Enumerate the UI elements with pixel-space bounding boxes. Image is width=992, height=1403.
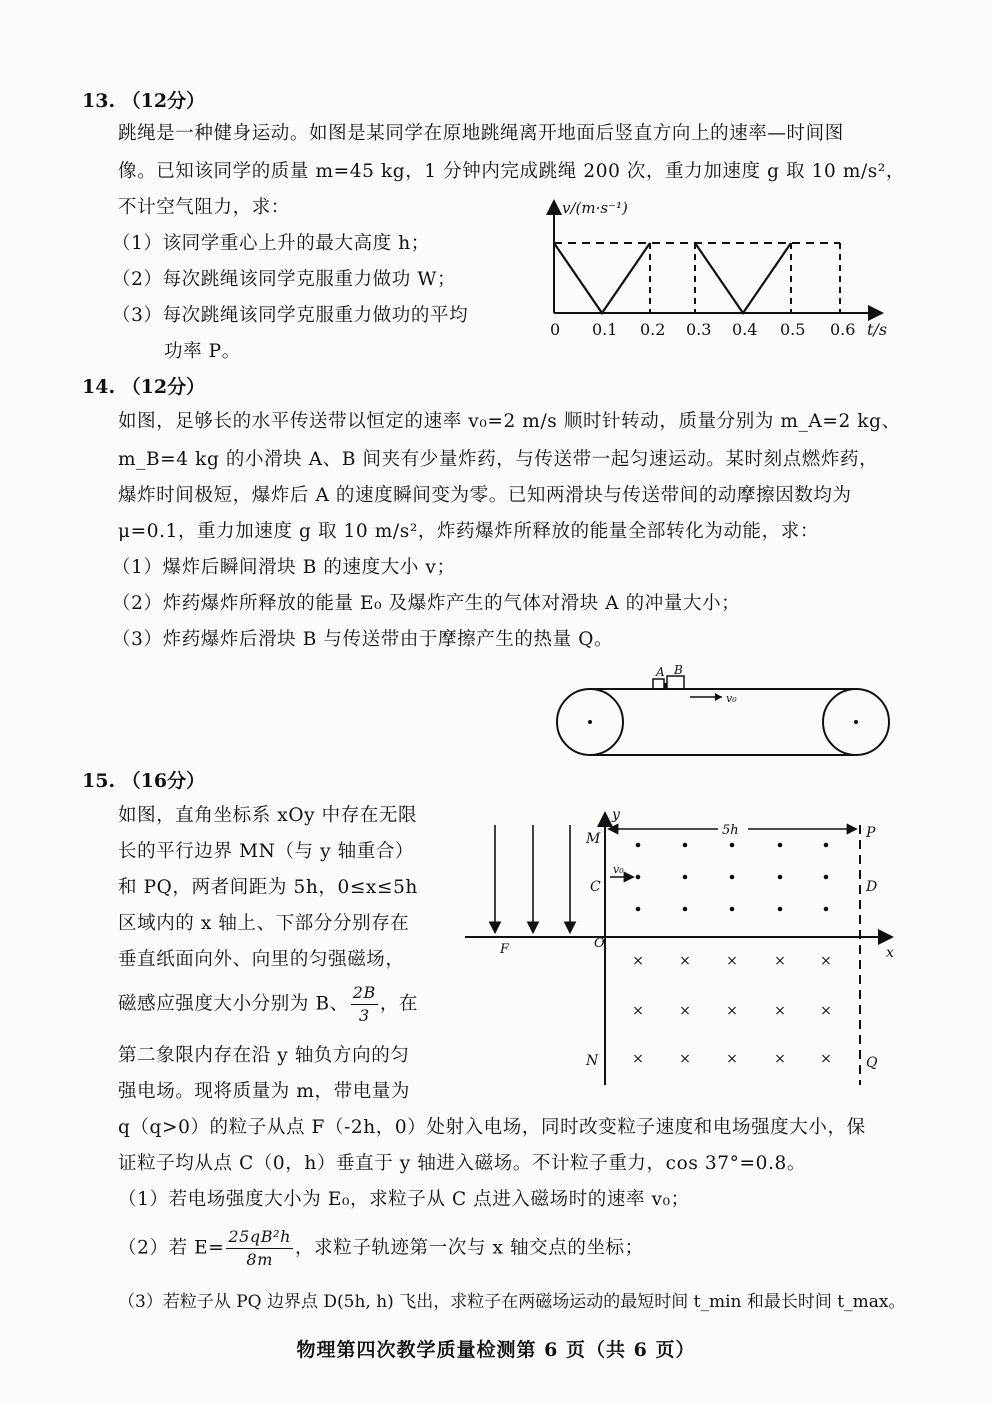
q13-item-1: （1）该同学重心上升的最大高度 h；: [112, 233, 430, 254]
field-out-dots: [636, 843, 829, 912]
graph-y-label: v/(m·s⁻¹): [562, 199, 628, 217]
svg-text:×: ×: [774, 1051, 786, 1067]
field-in-crosses: [632, 953, 832, 1067]
q14-number: 14. （12分）: [82, 376, 206, 398]
q15-line-5: 垂直纸面向外、向里的匀强磁场，: [118, 949, 405, 970]
label-v0: v₀: [726, 692, 737, 705]
q15-line-2: 长的平行边界 MN（与 y 轴重合）: [118, 841, 415, 862]
q15-line-8: 强电场。现将质量为 m，带电量为: [118, 1081, 411, 1102]
label-f: F: [500, 942, 510, 957]
label-b: B: [674, 663, 683, 677]
label-a: A: [656, 665, 665, 679]
graph-x-label: t/s: [867, 320, 888, 339]
q14-line-4: μ=0.1，重力加速度 g 取 10 m/s²，炸药爆炸所释放的能量全部转化为动能，求：: [118, 521, 819, 542]
label-n: N: [586, 1053, 599, 1069]
q14-item-2: （2）炸药爆炸所释放的能量 E₀ 及爆炸产生的气体对滑块 A 的冲量大小；: [112, 593, 741, 614]
q15-number: 15. （16分）: [82, 770, 206, 792]
q14-line-2: m_B=4 kg 的小滑块 A、B 间夹有少量炸药，与传送带一起匀速运动。某时刻点燃炸药，: [118, 449, 879, 470]
q13-number: 13. （12分）: [82, 90, 206, 112]
q15-item-1: （1）若电场强度大小为 E₀，求粒子从 C 点进入磁场时的速率 v₀；: [118, 1189, 690, 1210]
conveyor-belt-figure: [550, 662, 896, 762]
graph-tick: 0.4: [732, 320, 758, 339]
q15-line-10: 证粒子均从点 C（0，h）垂直于 y 轴进入磁场。不计粒子重力，cos 37°=0.8。: [118, 1153, 806, 1174]
label-v0: v₀: [613, 863, 624, 876]
graph-tick: 0.6: [830, 320, 856, 339]
label-p: P: [866, 825, 876, 841]
svg-text:×: ×: [726, 953, 738, 969]
q13-item-3-cont: 功率 P。: [164, 341, 241, 362]
svg-text:×: ×: [726, 1003, 738, 1019]
x-label: x: [886, 945, 894, 961]
svg-text:×: ×: [726, 1051, 738, 1067]
graph-tick: 0.5: [780, 320, 806, 339]
q15-line-4: 区域内的 x 轴上、下部分分别存在: [118, 913, 410, 934]
q15-line-9: q（q>0）的粒子从点 F（-2h，0）处射入电场，同时改变粒子速度和电场强度大小，保: [118, 1117, 866, 1138]
block-a: [653, 679, 664, 689]
q13-line-1: 跳绳是一种健身运动。如图是某同学在原地跳绳离开地面后竖直方向上的速率—时间图: [118, 123, 844, 144]
label-o: O: [594, 936, 605, 951]
svg-text:×: ×: [679, 1051, 691, 1067]
svg-text:×: ×: [774, 1003, 786, 1019]
svg-text:×: ×: [820, 953, 832, 969]
svg-text:×: ×: [679, 953, 691, 969]
block-b: [667, 676, 684, 689]
label-c: C: [590, 879, 601, 895]
q13-item-3: （3）每次跳绳该同学克服重力做功的平均: [112, 305, 469, 326]
svg-text:×: ×: [679, 1003, 691, 1019]
magnetic-field-figure: [460, 805, 900, 1095]
q15-line-7: 第二象限内存在沿 y 轴负方向的匀: [118, 1045, 410, 1066]
svg-text:×: ×: [820, 1051, 832, 1067]
q15-line-3: 和 PQ，两者间距为 5h，0≤x≤5h: [118, 877, 418, 898]
svg-text:×: ×: [774, 953, 786, 969]
graph-tick: 0.1: [592, 320, 618, 339]
q15-line-6: 磁感应强度大小分别为 B、 $\frac{2B}{3}$ ，在: [118, 983, 419, 1025]
q13-line-2: 像。已知该同学的质量 m=45 kg，1 分钟内完成跳绳 200 次，重力加速度 g 取 10 m/s²，: [118, 161, 906, 182]
y-label: y: [612, 807, 620, 823]
label-m: M: [586, 831, 601, 847]
q13-line-3: 不计空气阻力，求：: [118, 197, 290, 218]
q15-item-2: （2）若 E= $\frac{\text{25qB²h}}{8m}$ ，求粒子轨迹第一次与 x 轴交点的坐标；: [118, 1227, 644, 1269]
graph-tick: 0.2: [640, 320, 666, 339]
q15-line-6-text: 磁感应强度大小分别为 B、: [118, 993, 349, 1015]
svg-text:×: ×: [820, 1003, 832, 1019]
q14-item-3: （3）炸药爆炸后滑块 B 与传送带由于摩擦产生的热量 Q。: [112, 629, 614, 650]
fraction-e-value: $\frac{\text{25qB²h}}{8m}$: [228, 1227, 292, 1269]
q13-item-2: （2）每次跳绳该同学克服重力做功 W；: [112, 269, 457, 290]
q15-item-3: （3）若粒子从 PQ 边界点 D(5h, h) 飞出，求粒子在两磁场运动的最短时间 t_min 和最长时间 t_max。: [118, 1292, 906, 1312]
q14-line-1: 如图，足够长的水平传送带以恒定的速率 v₀=2 m/s 顺时针转动，质量分别为 m_A=2 kg、: [118, 411, 901, 432]
label-5h: 5h: [722, 823, 739, 838]
svg-text:×: ×: [632, 953, 644, 969]
label-d: D: [866, 879, 878, 895]
q14-line-3: 爆炸时间极短，爆炸后 A 的速度瞬间变为零。已知两滑块与传送带间的动摩擦因数均为: [118, 485, 852, 506]
page-footer: 物理第四次教学质量检测第 6 页（共 6 页）: [296, 1339, 696, 1361]
graph-tick: 0.3: [686, 320, 712, 339]
graph-origin: 0: [550, 320, 561, 339]
q14-item-1: （1）爆炸后瞬间滑块 B 的速度大小 v；: [112, 557, 456, 578]
fraction-2b-over-3: $\frac{2B}{3}$: [352, 983, 376, 1025]
velocity-time-graph: [540, 195, 900, 345]
label-q: Q: [866, 1055, 878, 1071]
q15-line-1: 如图，直角坐标系 xOy 中存在无限: [118, 805, 418, 826]
svg-text:×: ×: [632, 1003, 644, 1019]
svg-text:×: ×: [632, 1051, 644, 1067]
graph-curve: [554, 243, 650, 313]
